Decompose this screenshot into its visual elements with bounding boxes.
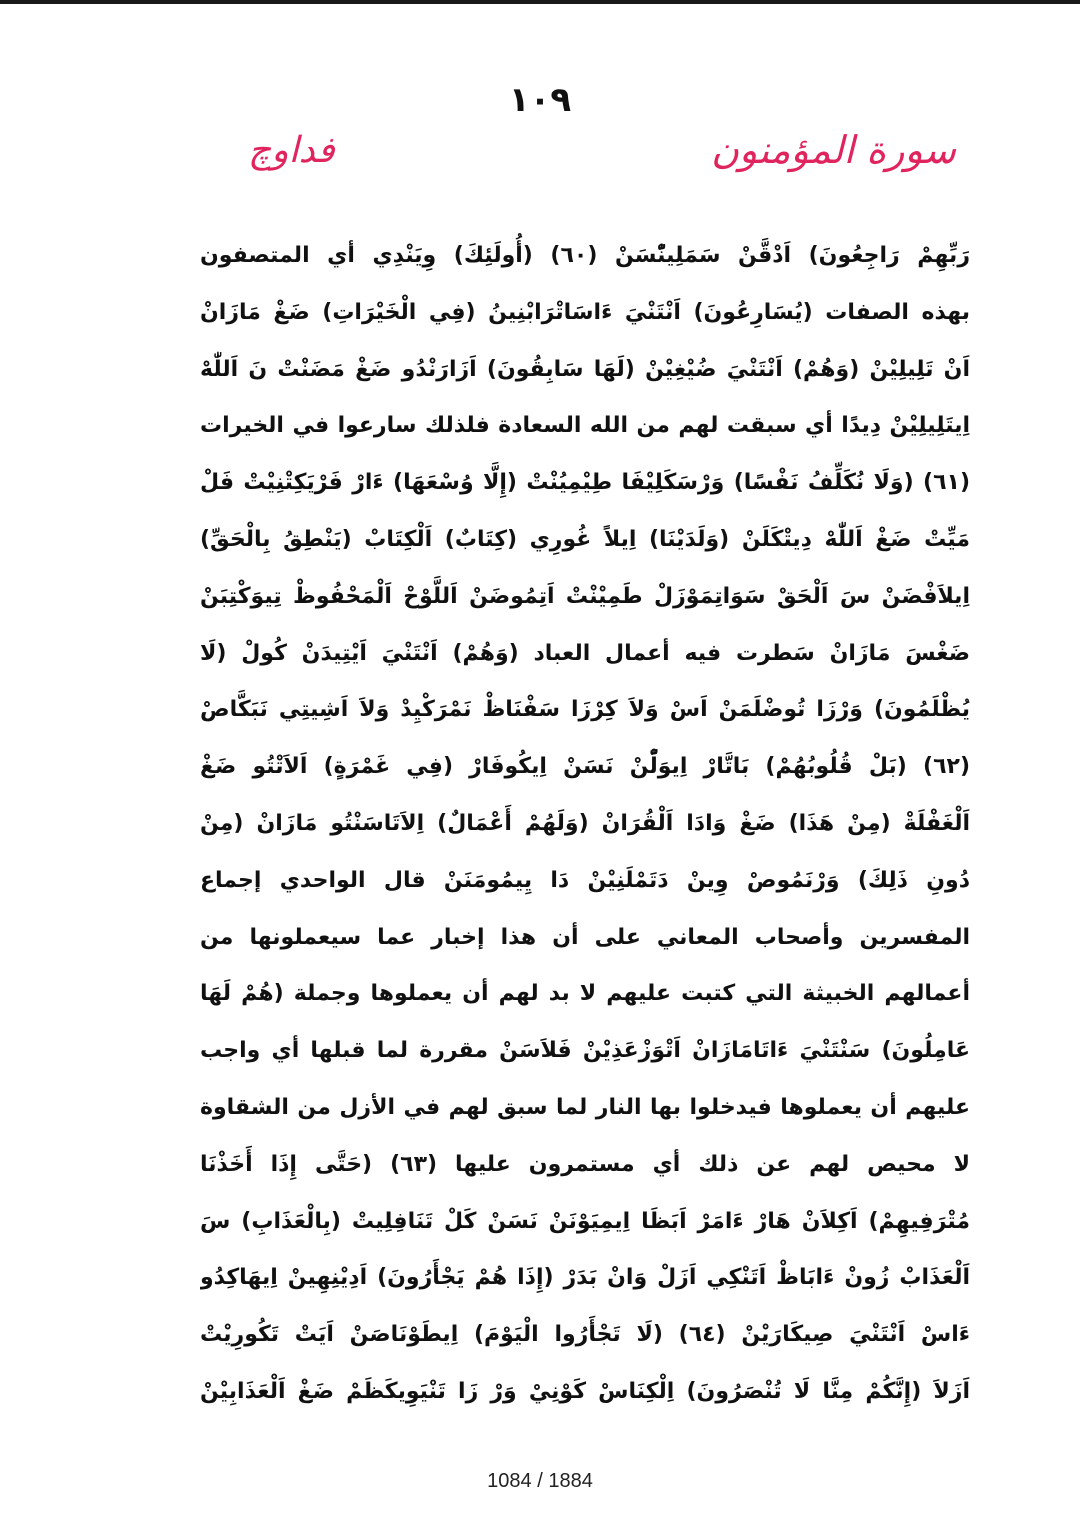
text-line: دُونِ ذَلِكَ) وَرْنَمُوصْ وِينْ دَتَمْلَنِيْنْ دَا يِيمُومَنَنْ قال الواحدي إجماع (200, 867, 970, 893)
text-line: رَبِّهِمْ رَاجِعُونَ) اَدْقَّنْ سَمَلِينّْسَنْ (٦٠) (أُولَئِكَ) وِيَنْدِي أي المتصفون (200, 243, 970, 268)
text-line: اَنْ تَلِيلِيْنْ (وَهُمْ) اَنْتَنْيَ ضُيْغِيْنْ (لَهَا سَابِقُونَ) اَزَارَنْدُو ضَغْ مَضَنْتْ نَ اَللّٰهْ (200, 356, 970, 382)
top-border-line (0, 0, 1080, 4)
text-line: اِيتَلِيلِيْنْ دِيدًا أي سبقت لهم من الله السعادة فلذلك سارعوا في الخيرات (200, 413, 970, 439)
text-line: ءَاسْ اَنْتَنْيَ صِيكَارَيْنْ (٦٤) (لَا تَجْأَرُوا الْيَوْمَ) اِيطَوْنَاصَنْ اَيَتْ تَكُورِيْتْ (200, 1322, 970, 1348)
text-line: عليهم أن يعملوها فيدخلوا بها النار لما سبق لهم في الأزل من الشقاوة (200, 1094, 970, 1120)
surah-title-handwritten: سورة المؤمنون (711, 128, 956, 172)
margin-note-handwritten: فداوچ (248, 130, 335, 171)
text-line: عَامِلُونَ) سَنْتَنْيَ ءَاتَامَازَانْ اَتْوَزْعَذِيْنْ فَلاَسَنْ مقررة لما قبلها أي واجب (200, 1038, 970, 1064)
text-line: اَلْعَذَابْ زُونْ ءَابَاظْ اَتَنْكِي اَزَلْ وَانْ بَدَرْ (إِذَا هُمْ يَجْأَرُونَ) اَدِيْنِهِينْ اِيهَاكِدُو (200, 1265, 970, 1291)
text-line: مَيِّتْ ضَغْ اَللّٰهْ دِيتْكَلَنْ (وَلَدَيْنَا) اِيلاً غُورِي (كِتَابٌ) اَلْكِتَابْ (يَنْطِقُ بِالْحَقِّ) (200, 526, 970, 552)
page-body-text (200, 228, 970, 1421)
text-line: اِيلاَفْضَنْ سَ اَلْحَقْ سَوَاتِمَوْزَلْ طَمِيْنْتْ اَتِمُوضَنْ اَللَّوْحْ اَلْمَحْفُوظْ تِيوَكْتِبَنْ (200, 583, 970, 609)
text-line: اَزَلاَ (إِنَّكُمْ مِنَّا لَا تُنْصَرُونَ) اِلْكِنَاسْ كَوْنِيْ وَرْ زَا تَنْيَوِيكَظَمْ ضَغْ اَلْعَذَابِيْنْ (200, 1378, 970, 1404)
text-line: ضَغْسَ مَازَانْ سَطرت فيه أعمال العباد (وَهُمْ) اَنْتَنْيَ اَيْتِيدَنْ كُولْ (لَا (200, 640, 970, 666)
page-counter: 1084 / 1884 (487, 1470, 593, 1492)
text-line: اَلْغَفْلَةْ (مِنْ هَذَا) ضَغْ وَادَا اَلْقُرَانْ (وَلَهُمْ أَعْمَالٌ) اِلاَتَاسَنْتُو مَازَانْ (مِنْ (200, 810, 970, 836)
text-line: مُتْرَفِيهِمْ) اَكِلاَنْ هَارْ ءَامَرْ اَبَظَا اِيمِيَوْنَنْ نَسَنْ كَلْ تَنَافِلِيتْ (بِالْعَذَابِ) سَ (200, 1208, 970, 1234)
text-line: (٦٢) (بَلْ قُلُوبُهُمْ) بَاتَّارْ اِيوَلّْنْ نَسَنْ اِيكُوفَارْ (فِي غَمْرَةٍ) اَلاَتْتُو ضَغْ (200, 754, 970, 780)
text-line: لا محيص لهم عن ذلك أي مستمرون عليها (٦٣) (حَتَّى إِذَا أَخَذْنَا (200, 1151, 970, 1177)
text-line: يُظْلَمُونَ) وَرْزَا تُوضْلَمَنْ اَسْ وَلاَ كِرْزَا سَفْنَاظْ نَمْرَكْيِدْ وَلاَ اَشِيتِي نَبَكَّاصْ (200, 697, 970, 723)
text-line: بهذه الصفات (يُسَارِعُونَ) اَنْتَنْيَ ءَاسَاتْرَابْنِينُ (فِي الْخَيْرَاتِ) ضَغْ مَازَانْ (200, 299, 970, 325)
text-line: المفسرين وأصحاب المعاني على أن هذا إخبار عما سيعملونها من (200, 924, 970, 950)
text-line: أعمالهم الخبيثة التي كتبت عليهم لا بد لهم أن يعملوها وجملة (هُمْ لَهَا (200, 981, 970, 1007)
text-line: (٦١) (وَلَا نُكَلِّفُ نَفْسًا) وَرْسَكَلِيْفَا طِيْمِيُنْتْ (إِلَّا وُسْعَهَا) ءَارْ فَرْيَكِتْنِيْتْ فَلْ (200, 470, 970, 496)
page-number: ١٠٩ (508, 80, 572, 120)
